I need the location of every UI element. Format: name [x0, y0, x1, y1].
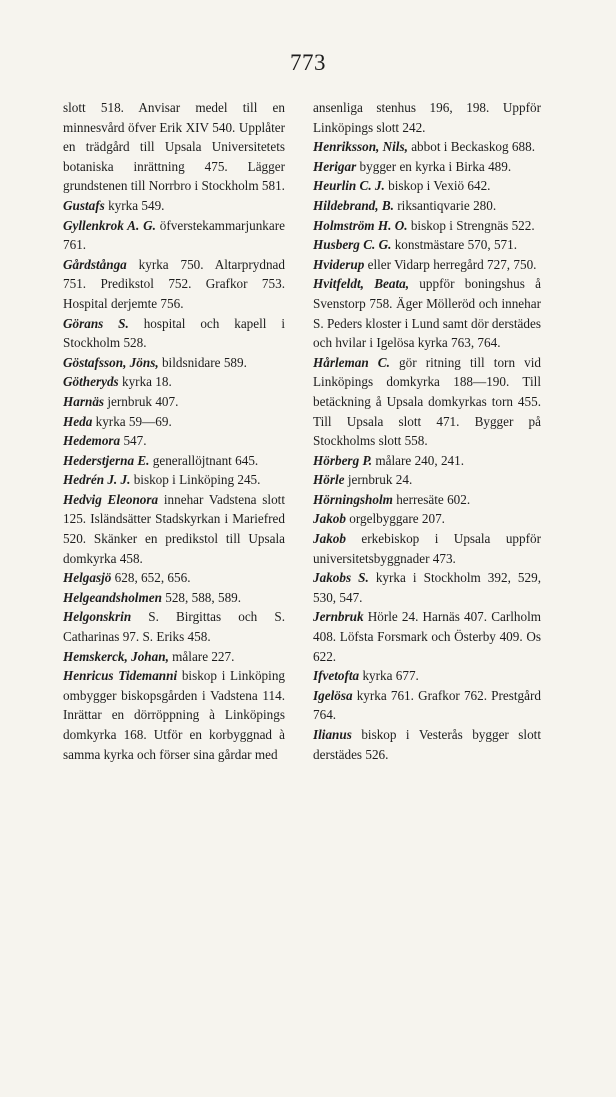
index-headword: Hedemora [63, 433, 121, 449]
index-headword: Gustafs [63, 197, 105, 213]
index-entry [63, 666, 285, 764]
index-headword: Hörberg P. [313, 452, 373, 468]
index-entry [63, 431, 285, 451]
index-headword: Hedvig Eleonora [63, 491, 159, 507]
index-entry [313, 353, 541, 451]
index-entry-text: kyrka i Stockholm 392, 529, 530, 547. [313, 570, 541, 605]
index-headword: Helgonskrin [63, 609, 132, 625]
index-entry [313, 176, 541, 196]
index-entry [63, 98, 285, 196]
index-entry-text: uppför boningshus å Svenstorp 758. Äger Mölleröd och innehar S. Peders kloster i Lund samt dör derstädes och hvilar i Igelösa kyrka 763, 764. [313, 276, 541, 351]
index-entry [313, 490, 541, 510]
index-entry-text: jernbruk 407. [107, 393, 179, 409]
index-entry [63, 568, 285, 588]
index-entry-text: kyrka 677. [362, 668, 419, 684]
index-entry-text: kyrka 549. [108, 197, 165, 213]
index-headword: Jernbruk [313, 609, 364, 625]
index-headword: Görans S. [63, 315, 129, 331]
index-headword: Gårdstånga [63, 256, 127, 272]
index-entry-text: herresäte 602. [396, 491, 471, 507]
index-headword: Henricus Tidemanni [63, 668, 178, 684]
index-headword: Husberg C. G. [313, 237, 392, 253]
index-headword: Harnäs [63, 393, 105, 409]
index-entry-text: ansenliga stenhus 196, 198. Uppför Linköpings slott 242. [313, 100, 541, 135]
index-entry-text: riksantiqvarie 280. [397, 197, 497, 213]
index-entry [313, 196, 541, 216]
index-headword: Hederstjerna E. [63, 452, 150, 468]
index-entry-text: biskop i Strengnäs 522. [410, 217, 535, 233]
index-headword: Helgeandsholmen [63, 589, 162, 605]
index-entry [63, 255, 285, 314]
index-headword: Hårleman C. [313, 354, 390, 370]
index-headword: Hildebrand, B. [313, 197, 394, 213]
index-column-right [313, 98, 541, 764]
index-headword: Hemskerck, Johan, [63, 648, 169, 664]
index-headword: Heurlin C. J. [313, 178, 385, 194]
index-entry [313, 725, 541, 764]
index-entry [63, 607, 285, 646]
index-entry-text: målare 240, 241. [375, 452, 465, 468]
index-entry-text: målare 227. [172, 648, 235, 664]
index-entry-text: hospital och kapell i Stockholm 528. [63, 315, 285, 351]
index-entry-text: 528, 588, 589. [165, 589, 242, 605]
index-entry [313, 137, 541, 157]
index-entry [313, 666, 541, 686]
index-headword: Holmström H. O. [313, 217, 408, 233]
index-column-left [63, 98, 285, 764]
index-entry-text: bildsnidare 589. [161, 354, 247, 370]
index-entry-text: 628, 652, 656. [114, 570, 191, 586]
index-headword: Heda [63, 413, 93, 429]
page-number: 773 [290, 50, 326, 75]
index-entry-text: kyrka 761. Grafkor 762. Prestgård 764. [313, 687, 541, 723]
index-entry [313, 451, 541, 471]
index-headword: Hedrén J. J. [63, 472, 131, 488]
index-entry [63, 216, 285, 255]
index-entry-text: kyrka 59—69. [95, 413, 172, 429]
index-entry [313, 568, 541, 607]
index-entry [313, 607, 541, 666]
index-headword: Gyllenkrok A. G. [63, 217, 156, 233]
index-entry [63, 470, 285, 490]
index-entry-text: konstmästare 570, 571. [394, 237, 518, 253]
index-entry [63, 353, 285, 373]
index-entry [313, 157, 541, 177]
index-entry [313, 255, 541, 275]
index-headword: Göstafsson, Jöns, [63, 354, 159, 370]
index-headword: Jakobs S. [313, 570, 369, 586]
index-entry-text: biskop i Vexiö 642. [388, 178, 491, 194]
index-entry-text: öfverstekammarjunkare 761. [63, 217, 285, 253]
index-headword: Jakob [313, 531, 346, 547]
index-entry-text: abbot i Beckaskog 688. [411, 139, 535, 155]
index-entry [63, 392, 285, 412]
index-entry-text: biskop i Linköping ombygger biskopsgården i Vadstena 114. Inrättar en dörröppning à Linköpings domkyrka 168. Utför en korbyggnad à samma kyrka och förser sina gårdar med [63, 668, 286, 762]
index-entry-text: eller Vidarp herregård 727, 750. [367, 256, 537, 272]
index-headword: Hörningsholm [313, 491, 393, 507]
index-entry [63, 196, 285, 216]
index-entry-text: biskop i Vesterås bygger slott derstädes 526. [313, 727, 541, 762]
index-entry [313, 98, 541, 137]
index-entry [313, 529, 541, 568]
index-entry [313, 235, 541, 255]
index-entry [63, 588, 285, 608]
index-entry-text: gör ritning till torn vid Linköpings domkyrka 188—190. Till betäckning å Upsala domkyrkas torn 455. Till Upsala slott 471. Bygger på Stockholms slott 558. [313, 354, 542, 449]
index-entry [313, 216, 541, 236]
index-entry [63, 490, 285, 568]
index-headword: Igelösa [313, 687, 353, 703]
index-entry [313, 470, 541, 490]
index-headword: Herigar [313, 158, 357, 174]
index-entry [63, 647, 285, 667]
index-headword: Helgasjö [63, 570, 112, 586]
index-headword: Hörle [313, 472, 345, 488]
index-entry [63, 314, 285, 353]
index-headword: Jakob [313, 511, 346, 527]
index-entry-text: S. Birgittas och S. Catharinas 97. S. Eriks 458. [63, 609, 285, 645]
index-entry-text: kyrka 18. [121, 374, 172, 390]
index-headword: Ilianus [313, 727, 352, 742]
index-entry-text: orgelbyggare 207. [349, 511, 445, 527]
index-entry-text: 547. [123, 433, 147, 449]
index-headword: Hvitfeldt, Beata, [313, 276, 409, 292]
index-headword: Götheryds [63, 374, 119, 390]
index-entry-text: innehar Vadstena slott 125. Isländsätter Stadskyrkan i Mariefred 520. Skänker en predikstol till Upsala domkyrka 458. [63, 491, 285, 566]
index-entry-text: generallöjtnant 645. [152, 452, 259, 468]
index-entry [313, 686, 541, 725]
index-entry-text: Hörle 24. Harnäs 407. Carlholm 408. Löfsta Forsmark och Österby 409. Os 622. [313, 609, 542, 664]
index-entry-text: biskop i Linköping 245. [133, 472, 261, 488]
index-entry-text: bygger en kyrka i Birka 489. [359, 158, 512, 174]
index-headword: Ifvetofta [313, 668, 360, 684]
index-entry-text: kyrka 750. Altarprydnad 751. Predikstol 752. Grafkor 753. Hospital derjemte 756. [63, 256, 286, 311]
index-entry-text: jernbruk 24. [347, 472, 413, 488]
index-entry [63, 372, 285, 392]
index-entry [63, 451, 285, 471]
index-headword: Henriksson, Nils, [313, 139, 408, 155]
index-entry [63, 412, 285, 432]
index-entry [313, 509, 541, 529]
index-entry [313, 274, 541, 352]
index-entry-text: erkebiskop i Upsala uppför universitetsbyggnader 473. [313, 531, 541, 566]
index-headword: Hviderup [313, 256, 365, 272]
index-entry-text: slott 518. Anvisar medel till en minnesvård öfver Erik XIV 540. Upplåter en trädgård till Upsala Universitetets botaniska inrättning 475. Lägger grundstenen till Norrbro i Stockholm 581. [63, 100, 285, 194]
